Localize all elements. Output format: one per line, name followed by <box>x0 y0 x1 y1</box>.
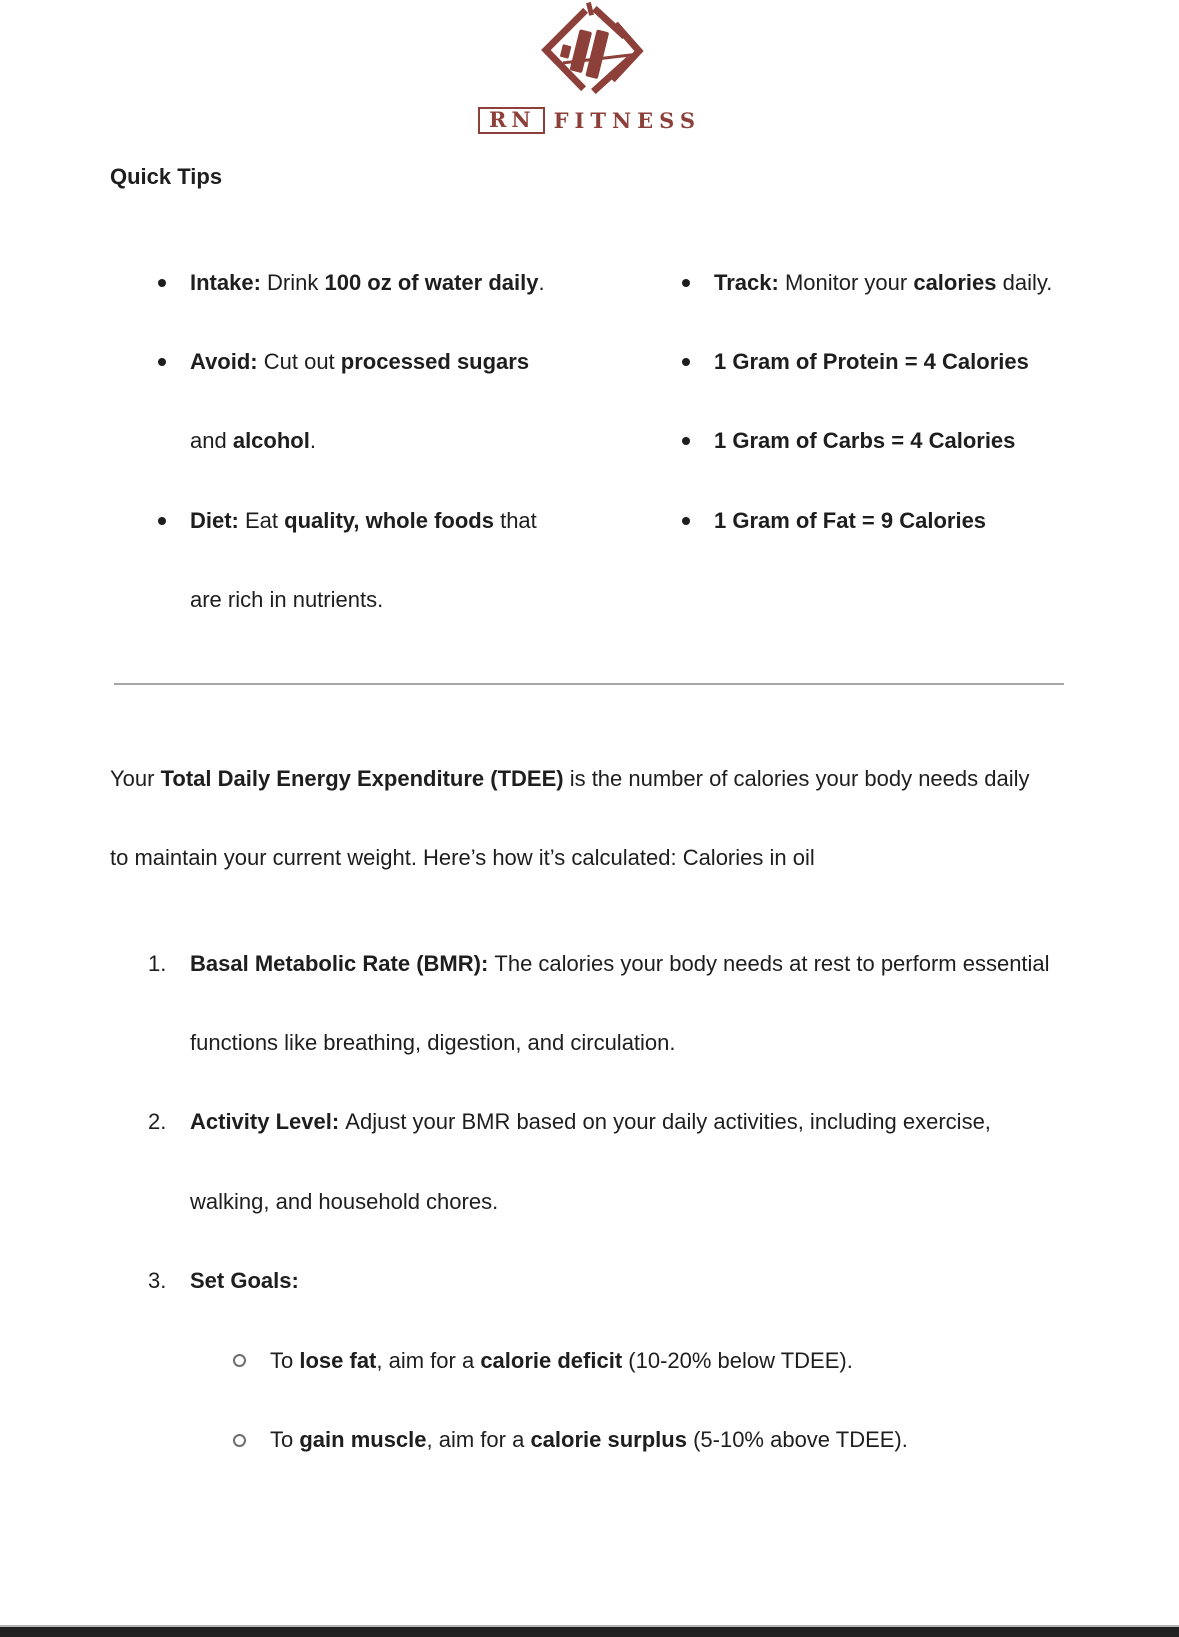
text-run: are rich in nutrients. <box>190 587 384 613</box>
text-run: (10-20% below TDEE). <box>622 1347 853 1373</box>
text-run: , aim for a <box>426 1427 531 1453</box>
text-run: . <box>309 428 316 454</box>
bold-run: 1 Gram of Protein = 4 Calories <box>714 349 1029 375</box>
bold-run: processed sugars <box>340 349 530 375</box>
text-run: The calories your body needs at rest to perform essential <box>494 950 1050 976</box>
text-run: and <box>190 428 233 454</box>
tdee-numbered-list <box>148 924 1050 1480</box>
list-number: 2. <box>148 1109 167 1135</box>
list-line <box>148 322 545 401</box>
line-text <box>190 951 1050 977</box>
text-run: Drink <box>267 269 325 295</box>
list-line <box>672 243 1052 322</box>
list-line <box>148 561 545 640</box>
list-line <box>148 243 545 322</box>
text-run: daily. <box>996 269 1053 295</box>
list-line <box>148 1400 1050 1479</box>
bullet-ring <box>233 1434 246 1447</box>
line-text <box>110 766 1030 792</box>
line-text <box>714 428 1015 454</box>
line-text <box>190 1030 676 1056</box>
bottom-page-edge <box>0 1625 1179 1637</box>
text-run: Monitor your <box>784 269 914 295</box>
hollow-bullet-icon <box>232 1434 270 1447</box>
line-text <box>714 349 1029 375</box>
bold-run: quality, whole foods <box>284 507 494 533</box>
list-number: 1. <box>148 950 167 976</box>
list-line <box>148 1083 1050 1162</box>
bullet-icon <box>148 279 190 287</box>
line-text <box>714 508 986 534</box>
list-line <box>148 1003 1050 1082</box>
list-number: 3. <box>148 1268 167 1294</box>
bold-run: 1 Gram of Carbs = 4 Calories <box>714 428 1016 454</box>
line-text <box>190 587 383 613</box>
bullet-dot <box>682 517 690 525</box>
line-text <box>270 1348 853 1374</box>
bullet-dot <box>158 358 166 366</box>
bold-run: Basal Metabolic Rate (BMR): <box>190 950 495 976</box>
bold-run: Track: <box>714 269 785 295</box>
bullet-icon <box>148 517 190 525</box>
text-run: to maintain your current weight. Here’s how it’s calculated: Calories in oil <box>110 845 815 871</box>
bold-run: Total Daily Energy Expenditure (TDEE) <box>160 765 564 791</box>
bold-run: 100 oz of water daily <box>324 269 539 295</box>
bullet-icon <box>148 358 190 366</box>
text-run: . <box>538 269 545 295</box>
text-run: functions like breathing, digestion, and circulation. <box>190 1030 676 1056</box>
bullet-icon <box>672 358 714 366</box>
text-run: Cut out <box>263 349 341 375</box>
quick-tips-left-column <box>148 243 545 640</box>
bold-run: calorie surplus <box>530 1427 687 1453</box>
bullet-dot <box>158 517 166 525</box>
text-run: that <box>493 507 537 533</box>
line-text <box>190 1268 299 1294</box>
brand-name <box>0 107 1179 134</box>
bullet-dot <box>682 437 690 445</box>
text-run: Adjust your BMR based on your daily activities, including exercise, <box>345 1109 991 1135</box>
bullet-dot <box>158 279 166 287</box>
list-line <box>672 402 1052 481</box>
bold-run: Intake: <box>190 269 268 295</box>
line-text <box>190 349 529 375</box>
bullet-icon <box>672 437 714 445</box>
bold-run: calories <box>913 269 997 295</box>
tdee-paragraph <box>110 739 1030 898</box>
bullet-ring <box>233 1354 246 1367</box>
text-run: , aim for a <box>376 1347 481 1373</box>
bold-run: Avoid: <box>190 349 264 375</box>
list-line <box>672 481 1052 560</box>
bold-run: lose fat <box>299 1347 377 1373</box>
text-run: (5-10% above TDEE). <box>686 1427 908 1453</box>
bullet-icon <box>672 279 714 287</box>
list-line <box>148 402 545 481</box>
bold-run: Diet: <box>190 507 245 533</box>
hollow-bullet-icon <box>232 1354 270 1367</box>
line-text <box>190 428 316 454</box>
text-run: To <box>270 1347 300 1373</box>
line-text <box>714 270 1052 296</box>
list-line <box>110 818 1030 897</box>
list-line <box>148 481 545 560</box>
bullet-icon <box>672 517 714 525</box>
section-divider <box>114 683 1064 685</box>
bold-run: Activity Level: <box>190 1109 346 1135</box>
line-text <box>270 1427 908 1453</box>
line-text <box>110 845 815 871</box>
line-text <box>190 508 537 534</box>
list-line <box>672 322 1052 401</box>
list-line <box>148 1321 1050 1400</box>
text-run: walking, and household chores. <box>190 1188 499 1214</box>
logo <box>0 2 1179 134</box>
list-line <box>110 739 1030 818</box>
line-text <box>190 1189 498 1215</box>
bold-run: 1 Gram of Fat = 9 Calories <box>714 507 987 533</box>
quick-tips-right-column <box>672 243 1052 561</box>
list-line <box>148 1242 1050 1321</box>
text-run: Your <box>110 765 161 791</box>
text-run: To <box>270 1427 300 1453</box>
bold-run: alcohol <box>232 428 310 454</box>
bullet-dot <box>682 279 690 287</box>
line-text <box>190 270 545 296</box>
list-line <box>148 1162 1050 1241</box>
bold-run: gain muscle <box>299 1427 427 1453</box>
list-line <box>148 924 1050 1003</box>
text-run: Eat <box>245 507 285 533</box>
line-text <box>190 1109 991 1135</box>
bold-run: Set Goals: <box>190 1268 299 1294</box>
dumbbell-diamond-icon <box>531 2 649 100</box>
text-run: is the number of calories your body needs daily <box>563 765 1030 791</box>
bold-run: calorie deficit <box>480 1347 623 1373</box>
brand-rn: RN <box>478 107 545 134</box>
bullet-dot <box>682 358 690 366</box>
page-title: Quick Tips <box>110 164 223 189</box>
brand-fitness: FITNESS <box>553 108 702 134</box>
